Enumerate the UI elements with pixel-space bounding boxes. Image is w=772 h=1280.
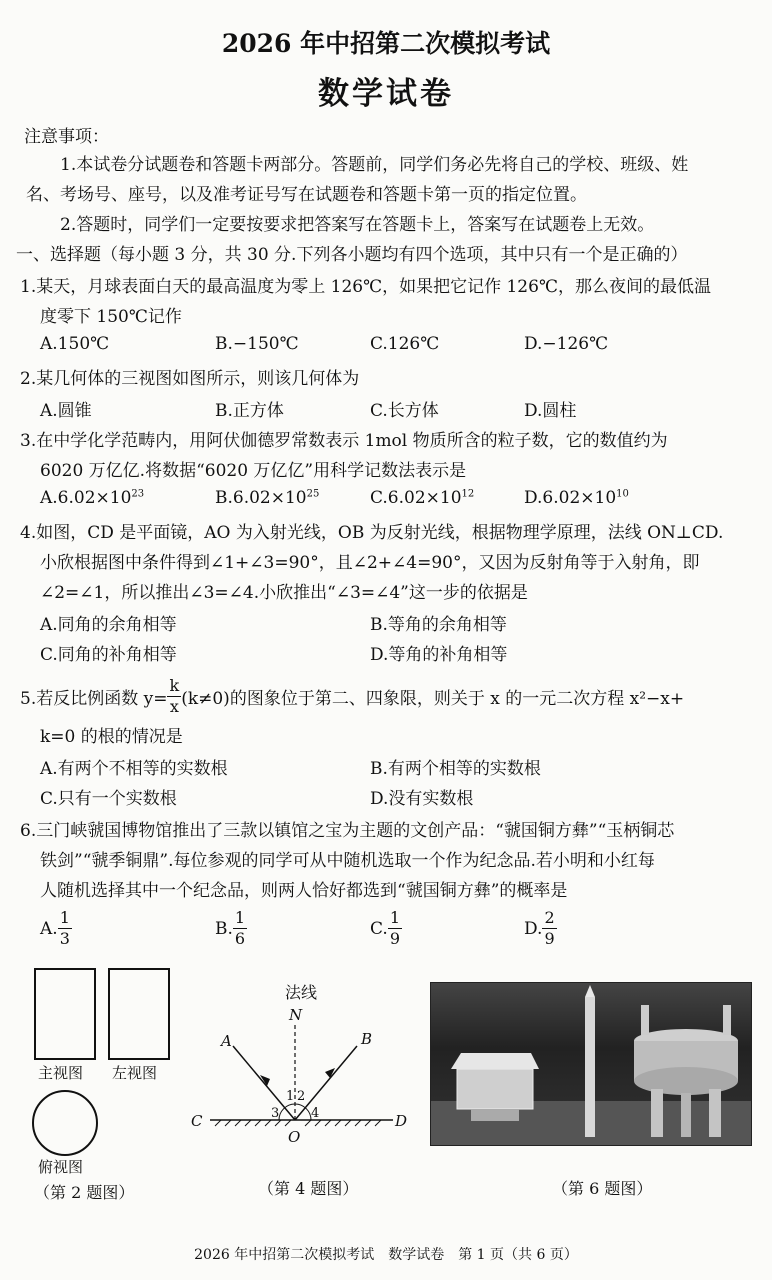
fig4-label-c: C (191, 1112, 203, 1130)
q1-option-c: C.126℃ (370, 334, 440, 354)
fig4-label-b: B (361, 1030, 373, 1048)
q6-option-c: C. $\frac{1}{9}$ (370, 908, 400, 948)
q2-option-b: B.正方体 (215, 401, 284, 421)
q1-option-a: A.150℃ (40, 334, 110, 354)
page-footer: 2026 年中招第二次模拟考试 数学试卷 第 1 页（共 6 页） (194, 1247, 578, 1263)
notes-item1-line1: 1.本试卷分试题卷和答题卡两部分。答题前，同学们务必先将自己的学校、班级、姓 (60, 155, 689, 175)
fig4-diagram (185, 980, 415, 1150)
section1-heading: 一、选择题（每小题 3 分，共 30 分.下列各小题均有四个选项，其中只有一个是正确的） (16, 245, 688, 265)
fig2-top-view-circle (32, 1090, 98, 1156)
fig4-angle-2: 2 (297, 1089, 306, 1104)
q3-option-b: $B.6.02\times 10^{25}$ (215, 488, 320, 508)
q4-option-d: D.等角的补角相等 (370, 645, 508, 665)
q4-stem-line2: 小欣根据图中条件得到∠1+∠3=90°，且∠2+∠4=90°，又因为反射角等于入射角，即 (40, 553, 700, 573)
fig2-top-label: 俯视图 (38, 1158, 84, 1176)
q5-stem-line2: k=0 的根的情况是 (40, 727, 183, 747)
q1-option-b: B.−150℃ (215, 334, 299, 354)
q6-option-b: B. $\frac{1}{6}$ (215, 908, 246, 948)
q5-option-c: C.只有一个实数根 (40, 789, 177, 809)
q1-stem-line1: 1.某天，月球表面白天的最高温度为零上 126℃，如果把它记作 126℃，那么夜间的最低温 (20, 277, 711, 297)
q5-option-d: D.没有实数根 (370, 789, 474, 809)
q6-stem-line1: 6.三门峡虢国博物馆推出了三款以镇馆之宝为主题的文创产品：“虢国铜方彝”“玉柄铜芯 (20, 821, 675, 841)
q1-option-d: D.−126℃ (524, 334, 609, 354)
fig4-angle-1: 1 (286, 1089, 295, 1104)
q5-option-a: A.有两个不相等的实数根 (40, 759, 228, 779)
fig4-reflected-ray (295, 1046, 357, 1120)
q2-stem: 2.某几何体的三视图如图所示，则该几何体为 (20, 369, 360, 389)
q4-stem-line3: ∠2=∠1，所以推出∠3=∠4.小欣推出“∠3=∠4”这一步的依据是 (40, 583, 528, 603)
notes-item1-line2: 名、考场号、座号，以及准考证号写在试题卷和答题卡第一页的指定位置。 (26, 185, 587, 205)
fig4-label-o: O (288, 1128, 301, 1146)
fig2-caption: （第 2 题图） (34, 1183, 135, 1202)
fig4-normal-label: 法线 (285, 983, 318, 1002)
fig2-front-label: 主视图 (38, 1064, 84, 1082)
q1-stem-line2: 度零下 150℃记作 (40, 307, 182, 327)
fig4-angle-3: 3 (271, 1106, 280, 1121)
fig2-left-label: 左视图 (112, 1064, 158, 1082)
fig4-angle-4: 4 (311, 1106, 320, 1121)
q5-option-b: B.有两个相等的实数根 (370, 759, 541, 779)
q3-stem-line1: 3.在中学化学范畴内，用阿伏伽德罗常数表示 1mol 物质所含的粒子数，它的数值约为 (20, 431, 668, 451)
fig4-caption: （第 4 题图） (258, 1179, 359, 1198)
subject-title: 数学试卷 (318, 76, 454, 112)
notes-item2: 2.答题时，同学们一定要按要求把答案写在答题卡上，答案写在试题卷上无效。 (60, 215, 655, 235)
notes-heading: 注意事项： (24, 127, 109, 147)
q3-option-c: $C.6.02\times 10^{12}$ (370, 488, 475, 508)
fig4-incident-ray (233, 1046, 295, 1120)
fig4-label-n: N (289, 1006, 303, 1024)
fig4-mirror-hatching (215, 1120, 381, 1126)
q2-option-d: D.圆柱 (524, 401, 577, 421)
q4-stem-line1: 4.如图，CD 是平面镜，AO 为入射光线，OB 为反射光线，根据物理学原理，法线 ON⊥CD. (20, 523, 724, 543)
q4-option-a: A.同角的余角相等 (40, 615, 177, 635)
fig4-label-a: A (221, 1032, 232, 1050)
q2-option-a: A.圆锥 (40, 401, 92, 421)
fig6-artifacts-photo (430, 982, 752, 1146)
q2-option-c: C.长方体 (370, 401, 439, 421)
q4-option-b: B.等角的余角相等 (370, 615, 507, 635)
fig6-artifacts-illustration (431, 983, 751, 1145)
exam-title: 2026 年中招第二次模拟考试 (221, 29, 551, 58)
q6-option-d: D. $\frac{2}{9}$ (524, 908, 555, 948)
q4-option-c: C.同角的补角相等 (40, 645, 177, 665)
fig6-caption: （第 6 题图） (552, 1179, 653, 1198)
fig2-left-view-rect (108, 968, 170, 1060)
q6-option-a: A. $\frac{1}{3}$ (40, 908, 70, 948)
fig4-label-d: D (395, 1112, 408, 1130)
q3-stem-line2: 6020 万亿亿.将数据“6020 万亿亿”用科学记数法表示是 (40, 461, 467, 481)
q3-option-d: $D.6.02\times 10^{10}$ (524, 488, 629, 508)
q5-stem-line1: 5.若反比例函数 y= $\frac{k}{x}$ (k≠0)的图象位于第二、四象限，则关于 x 的一元二次方程 x²−x+ (20, 676, 685, 716)
q3-option-a: $A.6.02\times 10^{23}$ (40, 488, 145, 508)
fig2-front-view-rect (34, 968, 96, 1060)
q6-stem-line2: 铁剑”“虢季铜鼎”.每位参观的同学可从中随机选取一个作为纪念品.若小明和小红每 (40, 851, 655, 871)
q6-stem-line3: 人随机选择其中一个纪念品，则两人恰好都选到“虢国铜方彝”的概率是 (40, 881, 568, 901)
q5-fraction: $\frac{k}{x}$ (169, 676, 180, 716)
